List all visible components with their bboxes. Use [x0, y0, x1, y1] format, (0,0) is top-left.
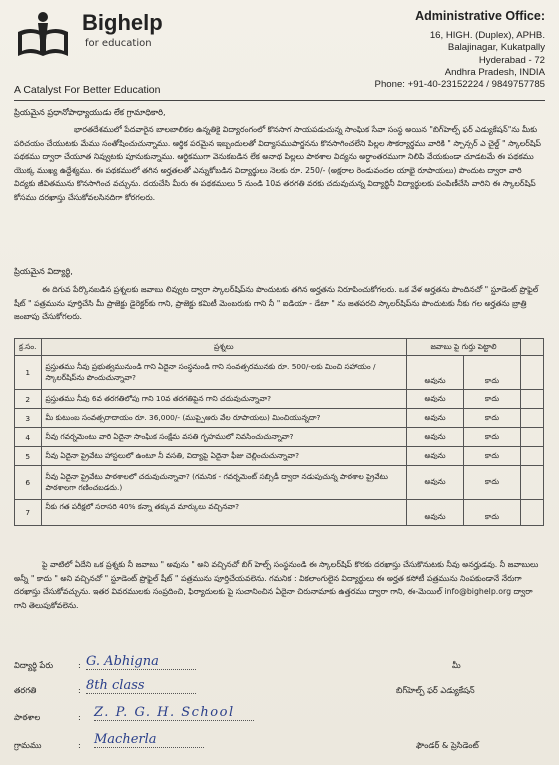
office-line: Hyderabad - 72 — [478, 54, 545, 66]
table-row — [15, 500, 544, 526]
label-village: గ్రామము — [14, 740, 42, 750]
table-row — [15, 390, 544, 409]
header-divider — [14, 100, 545, 101]
label-class: తరగతి — [14, 685, 37, 695]
answer-no[interactable]: కాదు — [464, 447, 521, 466]
table-row — [15, 428, 544, 447]
row-number: 4 — [15, 428, 42, 447]
answer-no[interactable]: కాదు — [464, 466, 521, 500]
office-title: Administrative Office: — [415, 9, 545, 23]
colon: : — [78, 685, 81, 695]
row-number: 1 — [15, 356, 42, 390]
row-question: నీవు ఏదైనా ప్రైవేటు పాఠశాలలో చదువుచున్నావా? (గమనిక - గవర్నమెంట్ సబ్సిడీ ద్వారా నడుపుచున్న పాఠశాల ప్రైవేటు పాఠశాలగా గణించబడదు.) — [41, 466, 407, 500]
student-paragraph: ఈ దిగువ పేర్కొనబడిన ప్రశ్నలకు జవాబు లివ్వుట ద్వారా స్కాలర్‌షిప్‌ను పొందుటకు తగిన అర్హతను నిరూపించుకోగలరు. ఒక వేళ అర్హతను పొందినచో " స్టూడెంట్ ప్రొఫైల్ షీట్ " పత్రమును పూర్తిచేసి మీ ప్రాజెక్టు డైరెక్టర్‌కు గాని, ప్రాజెక్టు కమిటీ మెంబరుకు గాని నీ " ఐడియా - డేటా " ను జతపరచి స్కాలర్‌షిప్‌ను పొందుటకు నీకు గల అర్హతను బ్రాత్రి జంబాపు చేసుకోగలరు. — [14, 285, 539, 322]
answer-no[interactable]: కాదు — [464, 409, 521, 428]
label-student-name: విద్యార్థి పేరు — [14, 660, 54, 670]
answer-yes[interactable]: అవును — [407, 500, 464, 526]
student-name-value[interactable]: G. Abhigna — [86, 654, 196, 670]
class-value[interactable]: 8th class — [86, 678, 196, 694]
row-question: నీవు ఏదైనా ప్రైవేటు హాస్టలులో ఉంటూ నీ వసతి, విద్యాపై ఏదైనా ఫీజు చెల్లించుచున్నావా? — [41, 447, 407, 466]
office-line: Balajinagar, Kukatpally — [447, 42, 545, 54]
brand-name: Bighelp — [82, 10, 163, 35]
table-header-row — [15, 339, 544, 356]
intro-paragraph: భారతదేశములో పేదవారైన బాలబాలికల ఉన్నతికై విద్యారంగంలో కొనసాగ సాయపడుచున్న సాంఘిక సేవా సంస్థ అయిన "బిగ్‌హెల్ప్ ఫర్ ఎడ్యుకేషన్"ను మీకు పరిచయం చేయుటకు మేము సంతోషించుచున్నాము. ఆర్థిక పరమైన ఇబ్బందులతో విద్యాసముపార్జనను కొనసాగించలేని పిల్లల సౌకర్యార్థము వారికి " స్పాన్సర్ ఎ చైల్డ్ " స్కాలర్‌షిప్ పథకము ద్వారా చేయూత నివ్వుటకు పూనుకున్నాము. ఆర్థికముగా వెనుకబడిన లేక అనాథ పిల్లలు పాఠశాల విద్యను అర్ధాంతరముగా నిలిపి వేయకుండా చూడటమే ఈ పథకము యొక్క ముఖ్య ఉద్దేశ్యము. ఈ పథకములో తగిన అర్హతలతో ఎన్నుకోబడిన విద్యార్థులు నెలకు రూ. 250/- (అక్షరాల రెండువందల యాభై రూపాయలు) పొందుట ద్వారా వారి విద్యకు జీవితమును కొనసాగించ వచ్చును. దయచేసి మీరు ఈ పథకములు 5 నుండి 10వ తరగతి వరకు చదువుచున్న విద్యార్థినీ విద్యార్థులకు పంపిణీచేసి వారిని ఈ స్కాలర్‌షిప్ కోసము దరఖాస్తు చేసుకోవలసినదిగా కోరగలరు. — [14, 125, 541, 202]
colon: : — [78, 712, 81, 722]
answer-yes[interactable]: అవును — [407, 428, 464, 447]
row-number: 2 — [15, 390, 42, 409]
header-questions: ప్రశ్నలు — [41, 339, 407, 356]
office-phone: Phone: +91-40-23152224 / 9849757785 — [374, 79, 545, 91]
row-number: 5 — [15, 447, 42, 466]
row-question: నీకు గత పరీక్షలో సరాసరి 40% కన్నా తక్కువ మార్కులు వచ్చినవా? — [41, 500, 407, 526]
row-question: ప్రస్తుతము నీవు 6వ తరగతిలోపు గాని 10వ తరగతిపైన గాని చదువుచున్నావా? — [41, 390, 407, 409]
founder-designation: ఫౌండర్ & ప్రెసిడెంట్ — [416, 740, 479, 750]
greeting-headmaster: ప్రియమైన ప్రధానోపాధ్యాయుడు లేక గ్రామాధికారి, — [14, 107, 166, 117]
answer-yes[interactable]: అవును — [407, 466, 464, 500]
tagline: A Catalyst For Better Education — [14, 84, 161, 96]
office-line: Andhra Pradesh, INDIA — [444, 66, 545, 78]
answer-no[interactable]: కాదు — [464, 500, 521, 526]
colon: : — [78, 660, 81, 670]
book-person-logo-icon — [14, 10, 72, 60]
table-row — [15, 466, 544, 500]
answer-yes[interactable]: అవును — [407, 390, 464, 409]
eligibility-table — [14, 338, 544, 526]
yours-label: మీ — [452, 660, 461, 670]
row-question: ప్రస్తుతము నీవు ప్రభుత్వమునుండి గాని ఏదైనా సంస్థనుండి గాని సంవత్సరమునకు రూ. 500/-లకు మించి సహాయం / స్కాలర్‌షిప్‌ను పొందుచున్నావా? — [41, 356, 407, 390]
office-address — [375, 10, 545, 91]
table-row — [15, 409, 544, 428]
header-serial: క్ర.సం. — [15, 339, 42, 356]
school-value[interactable]: Z. P. G. H. School — [94, 705, 254, 721]
header-blank — [521, 339, 544, 356]
answer-yes[interactable]: అవును — [407, 409, 464, 428]
organization-signature: బిగ్‌హెల్ప్ ఫర్ ఎడ్యుకేషన్ — [396, 685, 475, 695]
greeting-student: ప్రియమైన విద్యార్థి, — [14, 266, 73, 276]
row-number: 6 — [15, 466, 42, 500]
row-question: నీవు గవర్నమెంటు వారి ఏదైనా సాంఘిక సంక్షేమ వసతి గృహములో నివసించుచున్నావా? — [41, 428, 407, 447]
answer-no[interactable]: కాదు — [464, 428, 521, 447]
table-row — [15, 447, 544, 466]
label-school: పాఠశాల — [14, 712, 41, 722]
colon: : — [78, 740, 81, 750]
answer-yes[interactable]: అవును — [407, 356, 464, 390]
answer-no[interactable]: కాదు — [464, 390, 521, 409]
table-row — [15, 356, 544, 390]
closing-paragraph: పై వాటిలో ఏదేని ఒక ప్రశ్నకు నీ జవాబు " అవును " అని వచ్చినచో బిగ్ హెల్ప్ సంస్థనుండి ఈ స్కాలర్‌షిప్ కొరకు దరఖాస్తు చేసుకొనుటకు నీవు అనర్హుడవు. నీ జవాబులు అన్నీ " కాదు " అని వచ్చినచో " స్టూడెంట్ ప్రొఫైల్ షీట్ " పత్రమును పూర్తిచేయవలెను. గమనిక : వికలాంగులైన విద్యార్థులు ఈ అర్హత కసోటీ పత్రమును నింపకుండానే నేరుగా దరఖాస్తు చేసుకోవచ్చును. ఇతర వివరములకు సంప్రదించి, ఫిర్యాదులకు పై సుచానించిన ఏదైనా చిరునామాకు ఉత్తరము ద్వారా గాని, ఈ-మెయిల్ info@bighelp.org ద్వారా గాని తెలుపుకోవలెను. — [14, 560, 539, 610]
brand-subtitle: for education — [85, 38, 152, 49]
answer-no[interactable]: కాదు — [464, 356, 521, 390]
village-value[interactable]: Macherla — [94, 732, 204, 748]
row-number: 7 — [15, 500, 42, 526]
row-question: మీ కుటుంబ సంవత్సరాదాయం రూ. 36,000/- (ముప్పైఆరు వేల రూపాయలు) మించియున్నదా? — [41, 409, 407, 428]
row-number: 3 — [15, 409, 42, 428]
office-line: 16, HIGH. (Duplex), APHB. — [429, 30, 545, 42]
answer-yes[interactable]: అవును — [407, 447, 464, 466]
header-answer: జవాబు పై గుర్తు పెట్టాలి — [407, 339, 521, 356]
